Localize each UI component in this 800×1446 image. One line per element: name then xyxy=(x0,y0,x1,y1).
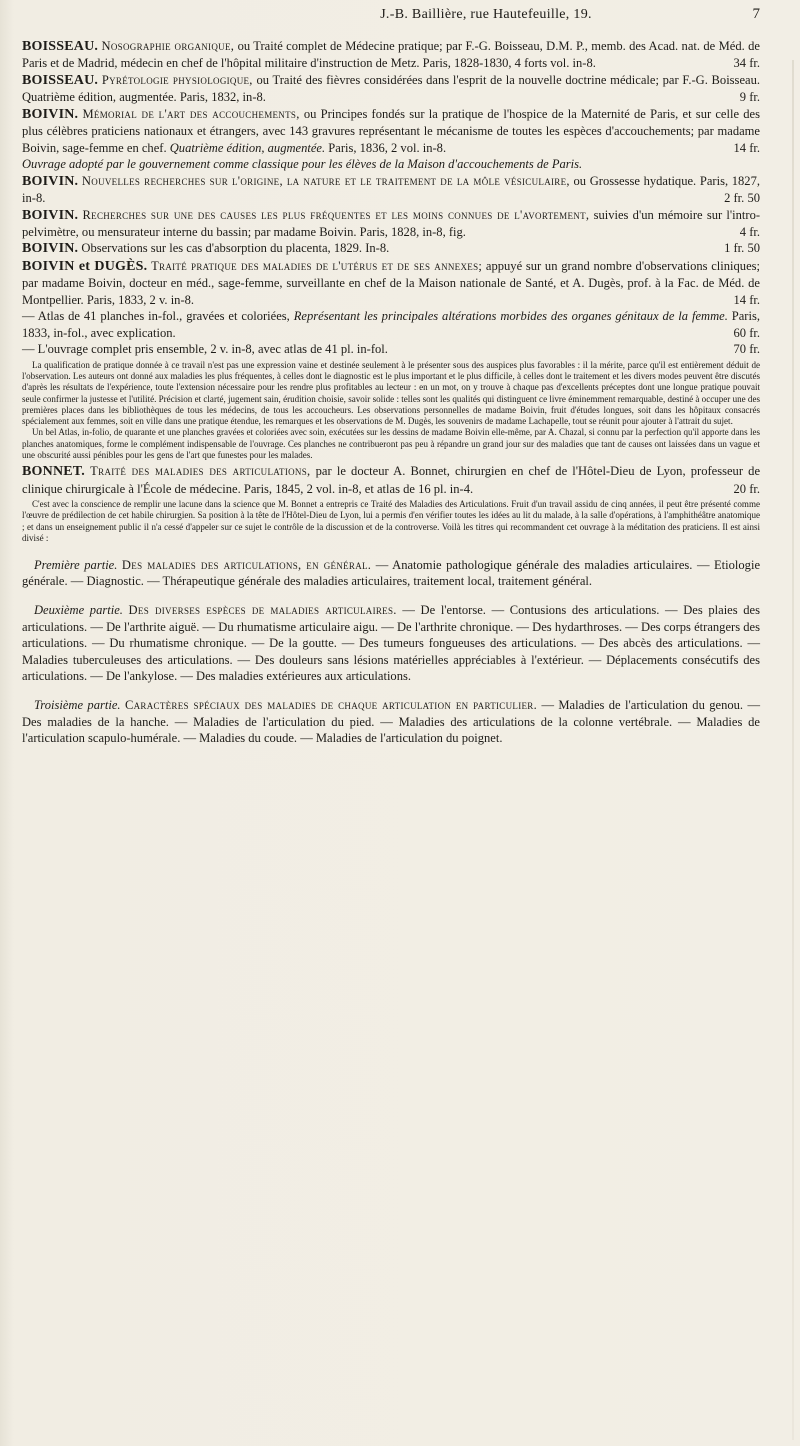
price: 9 fr. xyxy=(739,90,760,105)
work-title: Nosographie organique, xyxy=(101,39,235,53)
atlas-title: Représentant les principales altérations morbides des organes génitaux de la femme. xyxy=(293,309,728,324)
work-title: Mémorial de l'art des accouchements, xyxy=(82,106,300,121)
price: 4 fr. xyxy=(739,224,760,239)
part-contents: — Anatomie pathologique générale des maladies articulaires. — Etiologie générale. — Diagnostic. — Thérapeutique générale des maladies articulaires, traitement local, traitement général. xyxy=(22,557,761,589)
contents-part xyxy=(22,697,760,746)
part-contents: — De l'entorse. — Contusions des articulations. — Des plaies des articulations. — De l'arthrite aiguë. — Du rhumatisme articulaire aigu. — De l'arthrite chronique. — Des hydarthroses. — Des corps étrangers des articulations. — Du rhumatisme chronique. — De la goutte. — Des tumeurs fongueuses des articulations. — Des abcès des articulations. — Maladies tuberculeuses des articulations. — Des douleurs sans lésions matérielles appréciables à l'extérieur. — Déplacements consécutifs des articulations. — De l'ankylose. — Des maladies extérieures aux articulations. xyxy=(22,603,760,684)
atlas-imprint: Paris, 1833, in-fol., avec explication. xyxy=(22,309,760,340)
contents-part xyxy=(22,557,760,590)
catalogue-entry xyxy=(22,258,760,308)
boivin-review: La qualification de pratique donnée à ce travail n'est pas une expression vaine et destinée seulement à le présenter sous des auspices plus favorables : il la mérite, parce qu'il est entièrement déduit de l'observation. Les auteurs ont donné aux maladies les plus fréquentes, à celles dont le diagnostic est le plus important et le plus difficile, à celles dont le traitement et les divers modes peuvent être discutés d'après les résultats de l'expérience, toute l'extension nécessaire pour les rendre plus profitables au lecteur : en un mot, on y trouve à chaque pas d'excellents préceptes dont une longue pratique pouvait seule confirmer la justesse et l'utilité. Précision et clarté, jugement sain, érudition choisie, savoir solide : telles sont les qualités qui distinguent ce livre éminemment remarquable, destiné à occuper une des premières places dans les bibliothèques de tous les médecins, de tous les accoucheurs. Les observations personnelles de madame Boivin, fruit d'études longues, soit dans les hôpitaux consacrés spécialement aux femmes, soit en ville dans une pratique étendue, les remarques et les observations de M. Dugès, les souvenirs de madame Lachapelle, tout se réunit pour ajouter à l'attrait du sujet. xyxy=(22,359,760,427)
work-title: Traité des maladies des articulations, xyxy=(90,464,311,479)
part-title: Des maladies des articulations, en général. xyxy=(121,557,372,572)
catalogue-entry xyxy=(22,173,760,207)
entry-description: appuyé sur un grand nombre d'observations cliniques; par madame Boivin, docteur en méd., sage-femme, surveillante en chef de la Maison nationale de Santé, et A. Dugès, prof. à la Fac. de Méd. de Montpellier. Paris, 1833, 2 v. in-8. xyxy=(22,258,761,307)
atlas-description: — Atlas de 41 planches in-fol., gravées et coloriées, xyxy=(22,309,290,324)
entry-description: suivies d'un mémoire sur l'intro-pelvimètre, ou mensurateur interne du bassin; par madame Boivin. Paris, 1828, in-8, fig. xyxy=(22,207,761,239)
price: 1 fr. 50 xyxy=(724,241,760,256)
work-title: Nouvelles recherches sur l'origine, la nature et le traitement de la môle vésiculaire, xyxy=(81,173,570,188)
running-head xyxy=(22,6,760,32)
work-title: Pyrétologie physiologique, xyxy=(101,72,253,87)
entry-description: ou Traité des fièvres considérées dans l'esprit de la nouvelle doctrine médicale; par F.-G. Boisseau. Quatrième édition, augmentée. Paris, 1832, in-8. xyxy=(22,72,760,105)
author-name: BOIVIN. xyxy=(22,241,79,257)
price: 14 fr. xyxy=(733,292,760,307)
publisher-line: J.-B. Baillière, rue Hautefeuille, 19. xyxy=(380,7,592,22)
complete-work-entry xyxy=(22,341,760,357)
catalogue-entry xyxy=(22,207,760,241)
author-name: BOIVIN. xyxy=(22,207,79,223)
part-title: Des diverses espèces de maladies articulaires. xyxy=(128,603,397,618)
work-title: Recherches sur une des causes les plus fréquentes et les moins connues de l'avortement, xyxy=(82,207,590,222)
part-contents: — Maladies de l'articulation du genou. — Des maladies de la hanche. — Maladies de l'articulation du pied. — Maladies des articulations de la colonne vertébrale. — Maladies de l'articulation scapulo-humérale. — Maladies du coude. — Maladies de l'articulation du poignet. xyxy=(22,698,760,746)
catalogue-entries xyxy=(22,38,760,747)
price: 14 fr. xyxy=(733,140,760,155)
adoption-note: Ouvrage adopté par le gouvernement comme classique pour les élèves de la Maison d'accouchements de Paris. xyxy=(22,157,583,172)
part-label: Première partie. xyxy=(34,557,118,572)
author-name: BOISSEAU. xyxy=(22,39,99,54)
author-name: BOIVIN et DUGÈS. xyxy=(22,258,148,274)
price: 60 fr. xyxy=(733,325,760,340)
author-name: BOISSEAU. xyxy=(22,72,99,88)
catalogue-entry xyxy=(22,463,760,497)
entry-imprint: Paris, 1836, 2 vol. in-8. xyxy=(328,140,447,155)
catalogue-entry xyxy=(22,72,760,106)
entry-description: par le docteur A. Bonnet, chirurgien en chef de l'Hôtel-Dieu de Lyon, professeur de clinique chirurgicale à l'École de médecine. Paris, 1845, 2 vol. in-8, et atlas de 16 pl. in-4. xyxy=(22,464,761,496)
price: 70 fr. xyxy=(733,342,760,357)
atlas-review: Un bel Atlas, in-folio, de quarante et une planches gravées et coloriées avec soin, exécutées sur les dessins de madame Boivin elle-même, par A. Chazal, si connu par la perfection qu'il apporte dans les planches anatomiques, forme le complément indispensable de l'ouvrage. Ces planches ne contribueront pas peu à répandre un grand jour sur des maladies que tant de causes ont laissées dans un vague et une obscurité aussi pénibles pour les gens de l'art que funestes pour les malades. xyxy=(22,427,760,460)
page-edge-shadow xyxy=(792,60,794,1440)
entry-description: ou Traité complet de Médecine pratique; par F.-G. Boisseau, D.M. P., memb. des Acad. nat. de Méd. de Paris et de Madrid, médecin en chef de l'hôpital militaire d'instruction de Metz. Paris, 1828-1830, 4 forts vol. in-8. xyxy=(22,39,760,71)
work-title: Traité pratique des maladies de l'utérus et de ses annexes; xyxy=(151,258,483,273)
part-title: Caractères spéciaux des maladies de chaque articulation en particulier. xyxy=(124,698,538,713)
author-name: BOIVIN. xyxy=(22,106,79,122)
entry-description: ou Grossesse hydatique. Paris, 1827, in-8. xyxy=(22,173,760,206)
page-number: 7 xyxy=(752,6,760,22)
atlas-entry xyxy=(22,308,760,341)
price: 2 fr. 50 xyxy=(724,191,760,206)
catalogue-entry xyxy=(22,240,760,257)
entry-description: Observations sur les cas d'absorption du placenta, 1829. In-8. xyxy=(81,241,390,256)
author-name: BONNET. xyxy=(22,464,85,480)
edition-note: Quatrième édition, augmentée. xyxy=(169,140,326,155)
complete-work-description: — L'ouvrage complet pris ensemble, 2 v. in-8, avec atlas de 41 pl. in-fol. xyxy=(22,342,388,357)
entry-description: ou Principes fondés sur la pratique de l'hospice de la Maternité de Paris, et sur celle des plus célèbres praticiens nationaux et étrangers, avec 143 gravures représentant le mécanisme de toutes les espèces d'accouchements; par madame Boivin, sage-femme en chef. xyxy=(22,106,760,155)
part-label: Troisième partie. xyxy=(34,698,121,713)
price: 20 fr. xyxy=(733,481,760,496)
catalogue-entry xyxy=(22,106,760,173)
catalogue-entry xyxy=(22,38,760,72)
review-note xyxy=(22,499,760,544)
price: 34 fr. xyxy=(733,56,760,71)
review-note xyxy=(22,360,760,462)
contents-part xyxy=(22,602,760,684)
part-label: Deuxième partie. xyxy=(34,603,123,618)
author-name: BOIVIN. xyxy=(22,173,79,189)
bonnet-review: C'est avec la conscience de remplir une lacune dans la science que M. Bonnet a entrepris ce Traité des Maladies des Articulations. Fruit d'un travail assidu de cinq années, il peut être présenté comme l'œuvre de prédilection de cet habile chirurgien. Sa position à la tête de l'Hôtel-Dieu de Lyon, lui a permis d'en vérifier toutes les idées au lit du malade, à la salle d'opérations, à l'amphithéâtre anatomique ; et dans un enseignement public il n'a cessé d'appeler sur ce sujet le contrôle de la discussion et de la controverse. Voilà les titres qui recommandent cet ouvrage à la méditation des praticiens. Il est ainsi divisé : xyxy=(22,499,760,544)
